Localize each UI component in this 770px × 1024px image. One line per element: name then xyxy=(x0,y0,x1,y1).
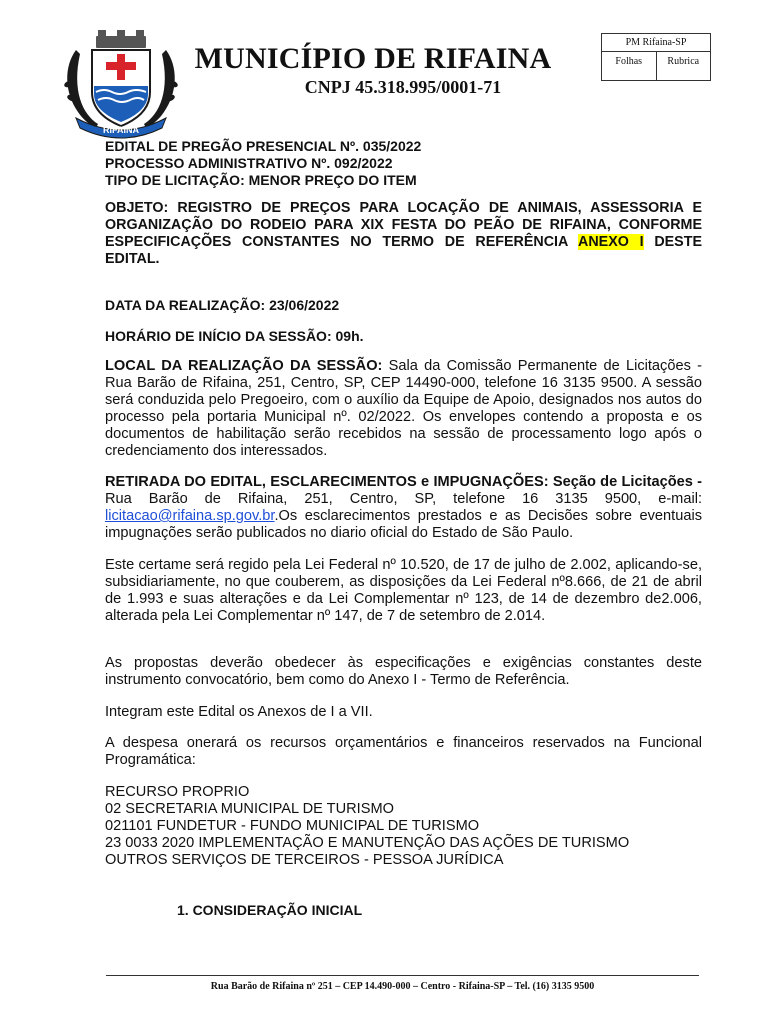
anexo-highlight: ANEXO I xyxy=(578,234,644,250)
municipality-title: MUNICÍPIO DE RIFAINA xyxy=(194,42,552,75)
local-paragraph xyxy=(105,358,702,460)
recursos-list xyxy=(105,784,629,869)
stamp-rubrica: Rubrica xyxy=(656,52,711,80)
retirada-text-2: .Os esclarecimentos prestados e as Decisões sobre eventuais impugnações serão publicados no diario oficial do Estado de São Paulo. xyxy=(105,508,702,541)
page-footer: Rua Barão de Rifaina nº 251 – CEP 14.490-000 – Centro - Rifaina-SP – Tel. (16) 3135 9500 xyxy=(210,981,595,992)
objeto-text: OBJETO: REGISTRO DE PREÇOS PARA LOCAÇÃO DE ANIMAIS, ASSESSORIA E ORGANIZAÇÃO DO RODEIO PARA XIX FESTA DO PEÃO DE RIFAINA, CONFORME ESPECIFICAÇÕES CONSTANTES NO TERMO DE REFERÊNCIA xyxy=(105,200,702,250)
recurso-line: 23 0033 2020 IMPLEMENTAÇÃO E MANUTENÇÃO DAS AÇÕES DE TURISMO xyxy=(105,835,630,851)
tipo-licitacao: TIPO DE LICITAÇÃO: MENOR PREÇO DO ITEM xyxy=(105,172,417,188)
municipal-crest-logo xyxy=(58,30,184,140)
recurso-line: OUTROS SERVIÇOS DE TERCEIROS - PESSOA JURÍDICA xyxy=(105,852,504,868)
section-heading: 1. CONSIDERAÇÃO INICIAL xyxy=(177,902,363,918)
data-realizacao: DATA DA REALIZAÇÃO: 23/06/2022 xyxy=(105,297,340,313)
retirada-label: RETIRADA DO EDITAL, ESCLARECIMENTOS e IMPUGNAÇÕES: Seção de Licitações - xyxy=(105,474,702,490)
local-text: Sala da Comissão Permanente de Licitações - Rua Barão de Rifaina, 251, Centro, SP, CEP 14490-000, telefone 16 3135 9500. A sessão será conduzida pelo Pregoeiro, com o auxílio da Equipe de Apoio, designados nos autos do processo pela portaria Municipal nº. 02/2022. Os envelopes contendo a proposta e os documentos de habilitação serão recebidos na sessão de processamento logo após o credenciamento dos interessados. xyxy=(105,358,702,459)
recurso-line: 021101 FUNDETUR - FUNDO MUNICIPAL DE TURISMO xyxy=(105,818,480,834)
lei-paragraph: Este certame será regido pela Lei Federal nº 10.520, de 17 de julho de 2.002, aplicando-se, subsidiariamente, no que couberem, as disposições da Lei Federal nº8.666, de 21 de abril de 1.993 e suas alterações e da Lei Complementar nº 123, de 14 de dezembro de2.006, alterada pela Lei Complementar nº 147, de 7 de setembro de 2.014. xyxy=(105,557,702,624)
email-link[interactable]: licitacao@rifaina.sp.gov.br xyxy=(105,508,275,524)
propostas-paragraph: As propostas deverão obedecer às especificações e exigências constantes deste instrumento convocatório, bem como do Anexo I - Termo de Referência. xyxy=(105,655,702,688)
cnpj-number: CNPJ 45.318.995/0001-71 xyxy=(304,77,502,97)
footer-divider xyxy=(106,975,699,976)
stamp-title: PM Rifaina-SP xyxy=(602,34,710,52)
recurso-line: 02 SECRETARIA MUNICIPAL DE TURISMO xyxy=(105,801,394,817)
despesa-paragraph: A despesa onerará os recursos orçamentários e financeiros reservados na Funcional Programática: xyxy=(105,735,702,768)
objeto-paragraph xyxy=(105,200,702,268)
objeto-tail: DESTE EDITAL. xyxy=(105,234,702,267)
stamp-folhas: Folhas xyxy=(615,56,643,67)
local-label: LOCAL DA REALIZAÇÃO DA SESSÃO: xyxy=(105,358,383,374)
retirada-paragraph xyxy=(105,474,702,542)
page-stamp-box xyxy=(601,33,711,81)
anexos-paragraph: Integram este Edital os Anexos de I a VII. xyxy=(105,704,373,720)
crest-ribbon-text: RIFAINA xyxy=(103,125,139,135)
retirada-text: Rua Barão de Rifaina, 251, Centro, SP, telefone 16 3135 9500, e-mail: xyxy=(105,491,702,507)
processo-number: PROCESSO ADMINISTRATIVO Nº. 092/2022 xyxy=(105,155,393,171)
recurso-line: RECURSO PROPRIO xyxy=(105,784,250,800)
edital-number: EDITAL DE PREGÃO PRESENCIAL Nº. 035/2022 xyxy=(105,138,422,154)
horario-inicio: HORÁRIO DE INÍCIO DA SESSÃO: 09h. xyxy=(105,328,364,344)
